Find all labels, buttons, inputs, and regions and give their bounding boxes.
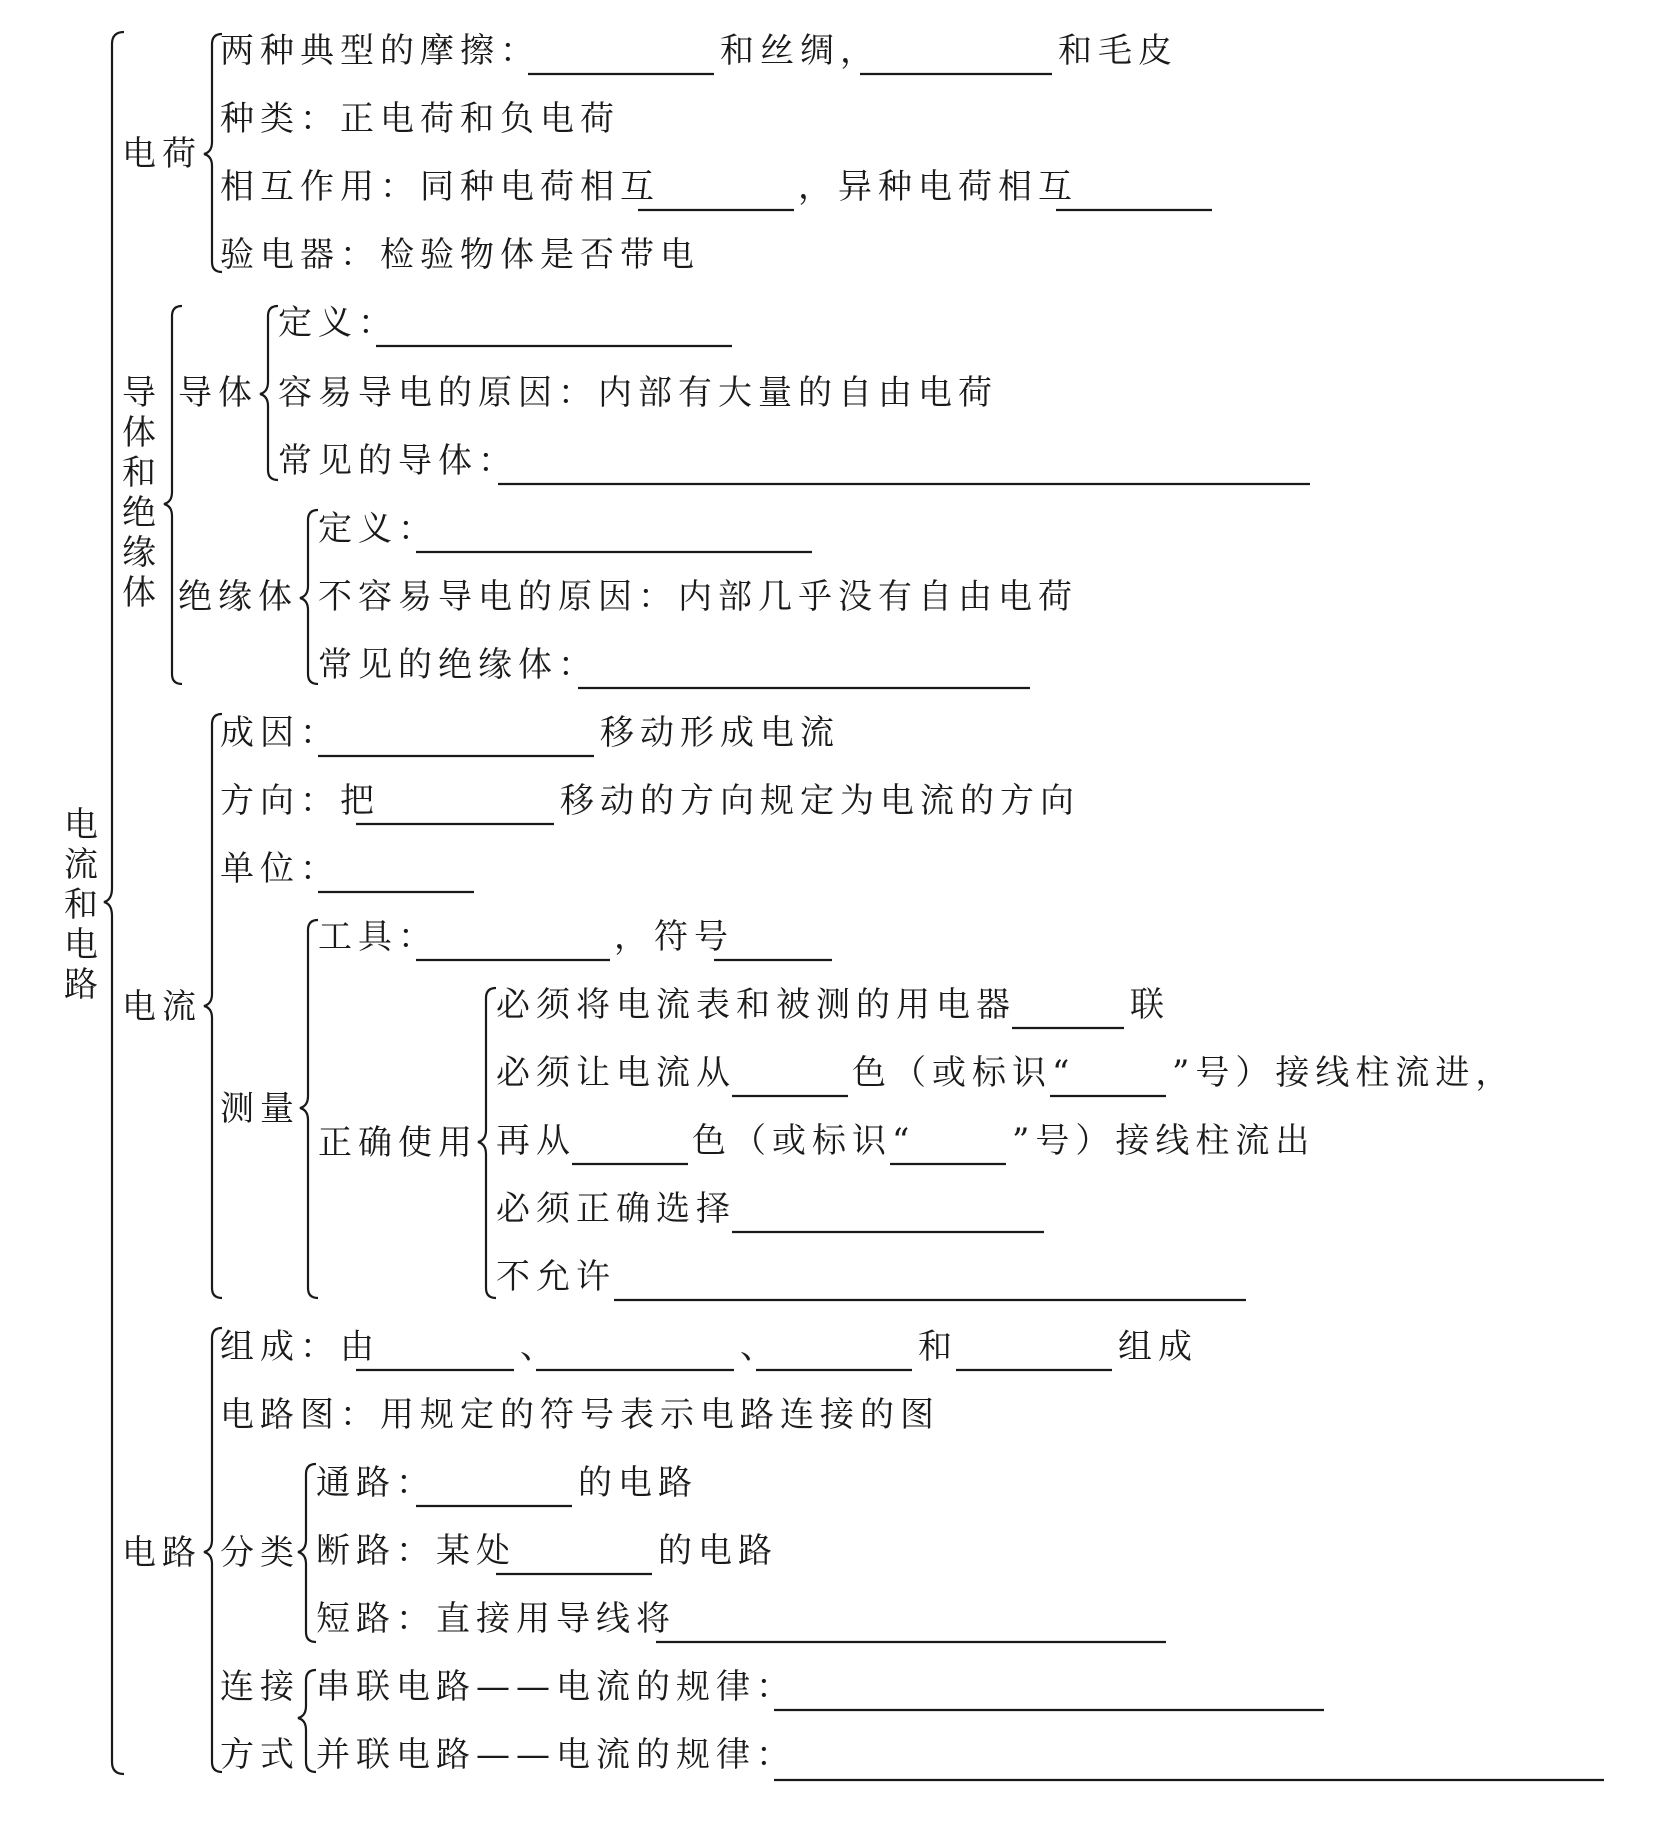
- conductor-common: 常见的导体：: [278, 441, 518, 481]
- out-rule-suffix: ”号）接线柱流出: [1012, 1121, 1316, 1161]
- insulator-brace: [300, 510, 318, 684]
- measure-label: 测量: [220, 1089, 300, 1129]
- open-circuit-suffix: 的电路: [658, 1531, 778, 1571]
- cause-prefix: 成因：: [220, 713, 340, 753]
- root-label: 电流和电路: [64, 805, 104, 1005]
- correct-use-brace: [478, 988, 496, 1298]
- insulator-definition: 定义：: [318, 509, 438, 549]
- correct-use-label: 正确使用: [318, 1123, 478, 1163]
- tool-mid: ，符号: [614, 917, 734, 957]
- charge-kinds: 种类：正电荷和负电荷: [220, 99, 620, 139]
- interaction-mid: ，异种电荷相互: [798, 167, 1078, 207]
- composition-and: 和: [918, 1327, 958, 1367]
- short-circuit-prefix: 短路：直接用导线将: [316, 1599, 676, 1639]
- open-circuit-prefix: 断路：某处: [316, 1531, 516, 1571]
- conductor-reason: 容易导电的原因：内部有大量的自由电荷: [278, 373, 998, 413]
- range-rule: 必须正确选择: [496, 1189, 736, 1229]
- typical-friction-prefix: 两种典型的摩擦：: [220, 31, 540, 71]
- conductor-insulator-brace: [164, 306, 182, 684]
- classify-brace: [298, 1464, 316, 1642]
- classify-label: 分类: [220, 1533, 300, 1573]
- composition-comma-1: 、: [520, 1327, 560, 1367]
- connection-label-2: 方式: [220, 1735, 300, 1775]
- conductor-insulator-label: 导体和绝缘体: [122, 373, 162, 613]
- connection-brace: [298, 1670, 316, 1772]
- series-rule-prefix: 必须将电流表和被测的用电器: [496, 985, 1016, 1025]
- composition-comma-2: 、: [740, 1327, 780, 1367]
- electroscope: 验电器：检验物体是否带电: [220, 235, 700, 275]
- in-rule-prefix: 必须让电流从: [496, 1053, 736, 1093]
- circuit-diagram: 电路图：用规定的符号表示电路连接的图: [220, 1395, 940, 1435]
- closed-circuit-prefix: 通路：: [316, 1463, 436, 1503]
- series-circuit-rule: 串联电路——电流的规律：: [316, 1667, 796, 1707]
- unit-prefix: 单位：: [220, 849, 340, 889]
- circuit-label: 电路: [122, 1533, 202, 1573]
- in-rule-suffix: ”号）接线柱流进，: [1172, 1053, 1516, 1093]
- insulator-reason: 不容易导电的原因：内部几乎没有自由电荷: [318, 577, 1078, 617]
- current-label: 电流: [122, 987, 202, 1027]
- interaction-prefix: 相互作用：同种电荷相互: [220, 167, 660, 207]
- composition-prefix: 组成：由: [220, 1327, 380, 1367]
- braces: [104, 32, 496, 1774]
- out-rule-prefix: 再从: [496, 1121, 576, 1161]
- insulator-common: 常见的绝缘体：: [318, 645, 598, 685]
- charge-label: 电荷: [122, 134, 202, 174]
- connection-label-1: 连接: [220, 1667, 300, 1707]
- series-rule-suffix: 联: [1130, 985, 1170, 1025]
- composition-suffix: 组成: [1118, 1327, 1198, 1367]
- conductor-label: 导体: [178, 373, 258, 413]
- out-rule-mid: 色（或标识“: [692, 1121, 916, 1161]
- direction-suffix: 移动的方向规定为电流的方向: [560, 781, 1080, 821]
- forbid-rule: 不允许: [496, 1257, 616, 1297]
- closed-circuit-suffix: 的电路: [578, 1463, 698, 1503]
- parallel-circuit-rule: 并联电路——电流的规律：: [316, 1735, 796, 1775]
- conductor-definition: 定义：: [278, 303, 398, 343]
- root-brace: [104, 32, 124, 1774]
- typical-friction-end: 和毛皮: [1058, 31, 1178, 71]
- insulator-label: 绝缘体: [178, 577, 298, 617]
- cause-suffix: 移动形成电流: [600, 713, 840, 753]
- measure-brace: [300, 920, 318, 1298]
- tool-prefix: 工具：: [318, 917, 438, 957]
- conductor-brace: [260, 306, 278, 480]
- direction-prefix: 方向：把: [220, 781, 380, 821]
- in-rule-mid: 色（或标识“: [852, 1053, 1076, 1093]
- typical-friction-mid: 和丝绸，: [720, 31, 880, 71]
